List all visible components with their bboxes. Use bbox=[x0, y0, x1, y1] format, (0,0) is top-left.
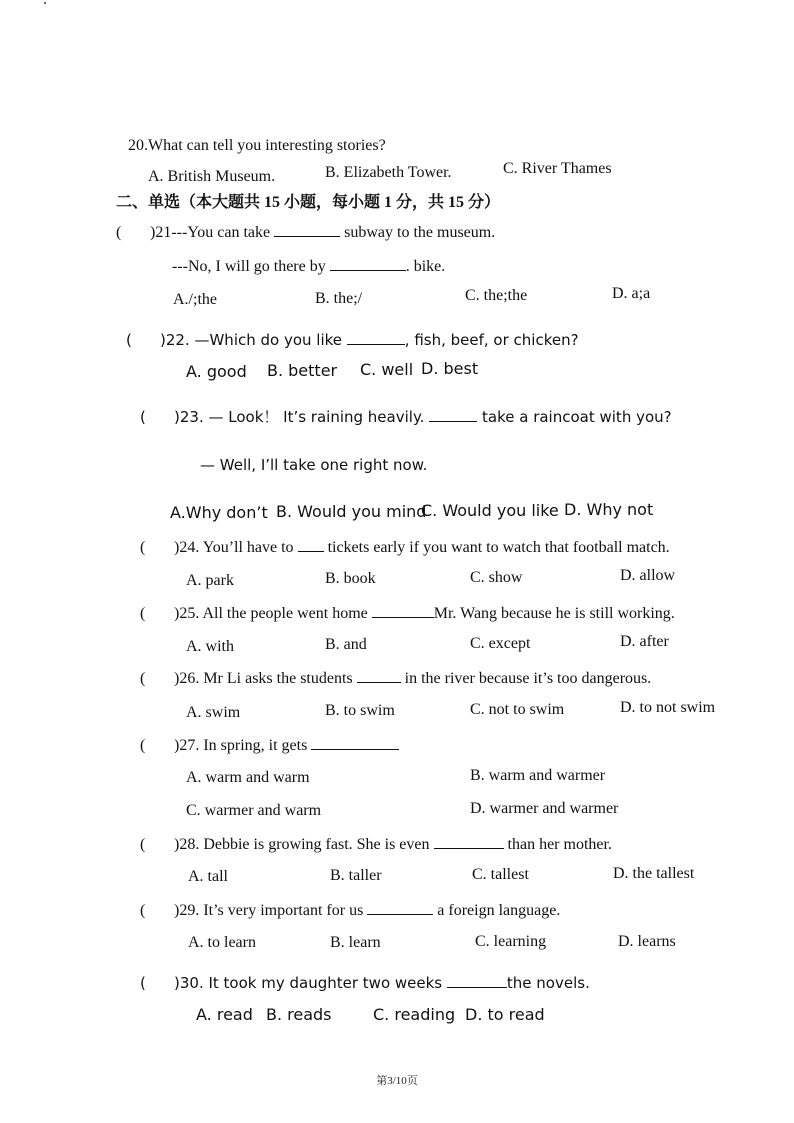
q30-stem: ( )30. It took my daughter two weeks the novels. bbox=[140, 974, 590, 992]
answer-blank bbox=[447, 973, 507, 988]
q20-option-b: B. Elizabeth Tower. bbox=[325, 164, 452, 181]
answer-paren: ( bbox=[140, 408, 146, 426]
q25-option-d: D. after bbox=[620, 633, 669, 650]
q21-option-c: C. the;the bbox=[465, 287, 528, 304]
answer-paren: ( bbox=[116, 224, 122, 241]
q22-stem: ( )22. —Which do you like , fish, beef, or chicken? bbox=[126, 331, 579, 349]
q24-option-b: B. book bbox=[325, 570, 376, 587]
q28-option-c: C. tallest bbox=[472, 866, 529, 883]
q21-stem: ( )21---You can take subway to the museum. bbox=[116, 224, 496, 241]
q21-option-d: D. a;a bbox=[612, 285, 651, 302]
q27-stem: ( )27. In spring, it gets bbox=[140, 735, 399, 756]
q22-option-d: D. best bbox=[421, 359, 479, 378]
q27-option-c: C. warmer and warm bbox=[186, 802, 322, 819]
answer-blank bbox=[429, 407, 477, 422]
answer-blank bbox=[330, 256, 406, 271]
answer-blank bbox=[372, 603, 434, 618]
q20-stem: 20.What can tell you interesting stories? bbox=[128, 137, 386, 154]
q24-option-a: A. park bbox=[186, 572, 234, 589]
answer-paren: ( bbox=[140, 836, 146, 853]
q23-option-a: A.Why don’t bbox=[170, 503, 268, 522]
q23-stem: ( )23. — Look！ It’s raining heavily. take a raincoat with you? bbox=[140, 408, 672, 426]
q22-option-b: B. better bbox=[267, 361, 338, 380]
q29-stem: ( )29. It’s very important for us a foreign language. bbox=[140, 902, 561, 919]
answer-paren: ( bbox=[140, 737, 146, 754]
q21-option-b: B. the;/ bbox=[315, 290, 363, 307]
answer-paren: ( bbox=[140, 974, 146, 992]
page-number: 第3/10页 bbox=[376, 1075, 418, 1087]
q28-option-b: B. taller bbox=[330, 867, 382, 884]
q24-option-c: C. show bbox=[470, 569, 523, 586]
q30-option-b: B. reads bbox=[266, 1005, 332, 1024]
answer-paren: ( bbox=[140, 539, 146, 556]
answer-paren: ( bbox=[140, 670, 146, 687]
q30-option-c: C. reading bbox=[373, 1005, 456, 1024]
q23-line2: — Well, I’ll take one right now. bbox=[200, 456, 428, 474]
answer-paren: ( bbox=[140, 902, 146, 919]
q27-option-d: D. warmer and warmer bbox=[470, 800, 619, 817]
q29-option-b: B. learn bbox=[330, 934, 381, 951]
q23-option-d: D. Why not bbox=[564, 500, 654, 519]
answer-blank bbox=[274, 222, 340, 237]
q20-option-a: A. British Museum. bbox=[148, 168, 276, 185]
answer-blank bbox=[347, 330, 405, 345]
q26-option-d: D. to not swim bbox=[620, 699, 716, 716]
q25-option-a: A. with bbox=[186, 638, 234, 655]
q25-stem: ( )25. All the people went home Mr. Wang because he is still working. bbox=[140, 605, 675, 622]
answer-blank bbox=[311, 735, 399, 750]
q26-stem: ( )26. Mr Li asks the students in the river because it’s too dangerous. bbox=[140, 670, 652, 687]
q28-stem: ( )28. Debbie is growing fast. She is even than her mother. bbox=[140, 836, 612, 853]
answer-paren: ( bbox=[126, 331, 132, 349]
q25-option-c: C. except bbox=[470, 635, 531, 652]
q20-option-c: C. River Thames bbox=[503, 160, 612, 177]
q29-option-d: D. learns bbox=[618, 933, 676, 950]
q26-option-c: C. not to swim bbox=[470, 701, 565, 718]
q29-option-a: A. to learn bbox=[188, 934, 256, 951]
q26-option-a: A. swim bbox=[186, 704, 241, 721]
q25-option-b: B. and bbox=[325, 636, 367, 653]
q21-option-a: A./;the bbox=[173, 291, 217, 308]
answer-blank bbox=[298, 537, 324, 552]
q21-line2: ---No, I will go there by . bike. bbox=[172, 258, 446, 275]
q29-option-c: C. learning bbox=[475, 933, 547, 950]
q24-stem: ( )24. You’ll have to tickets early if you want to watch that football match. bbox=[140, 539, 670, 556]
answer-blank bbox=[367, 900, 433, 915]
q23-option-c: C. Would you like bbox=[421, 501, 559, 520]
section-heading: 二、单选（本大题共 15 小题，每小题 1 分，共 15 分） bbox=[116, 194, 501, 211]
q28-option-a: A. tall bbox=[188, 868, 228, 885]
answer-blank bbox=[434, 834, 504, 849]
q26-option-b: B. to swim bbox=[325, 702, 395, 719]
q27-option-a: A. warm and warm bbox=[186, 769, 310, 786]
answer-blank bbox=[357, 668, 401, 683]
q22-option-c: C. well bbox=[360, 360, 414, 379]
q22-option-a: A. good bbox=[186, 362, 247, 381]
answer-paren: ( bbox=[140, 605, 146, 622]
scan-speck bbox=[44, 2, 46, 4]
q23-option-b: B. Would you mind bbox=[276, 502, 427, 521]
q24-option-d: D. allow bbox=[620, 567, 676, 584]
q27-option-b: B. warm and warmer bbox=[470, 767, 606, 784]
q30-option-a: A. read bbox=[196, 1005, 253, 1024]
q30-option-d: D. to read bbox=[465, 1005, 545, 1024]
q28-option-d: D. the tallest bbox=[613, 865, 695, 882]
